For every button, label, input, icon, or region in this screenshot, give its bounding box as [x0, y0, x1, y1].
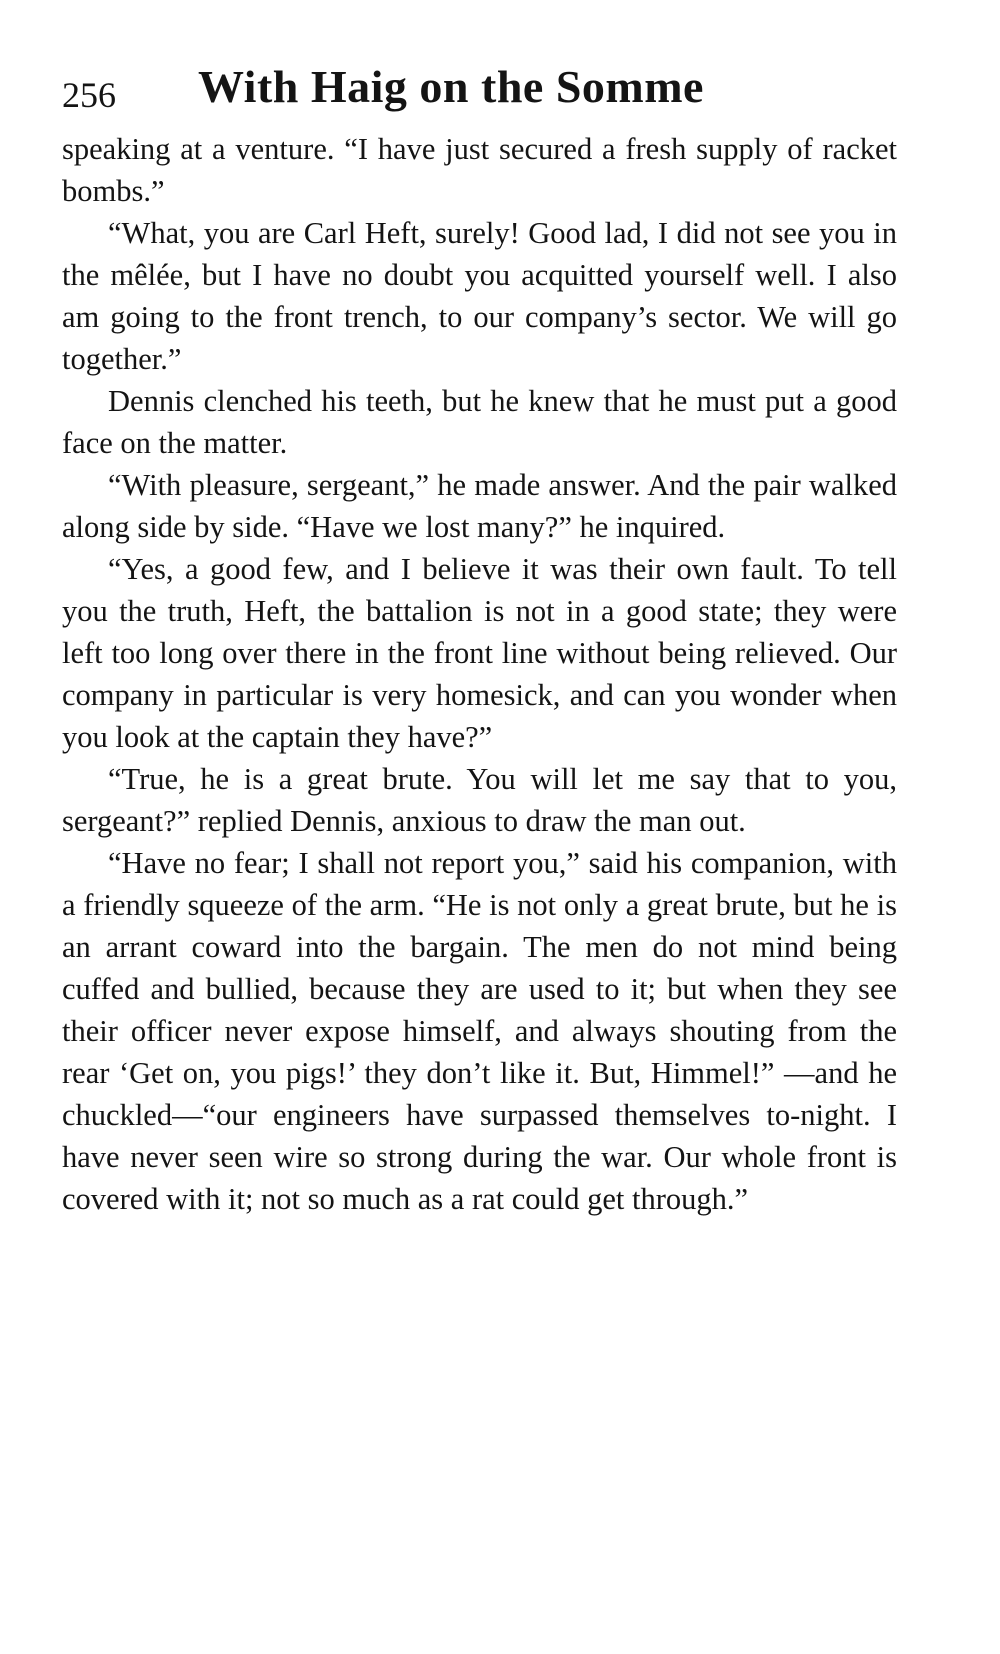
paragraph: “Have no fear; I shall not report you,” said his companion, with a friendly squeeze of the arm. “He is not only a great brute, but he is an arrant coward into the bargain. The men do not mind being cuffed and bullied, because they are used to it; but when they see their officer never expose himself, and always shouting from the rear ‘Get on, you pigs!’ they don’t like it. But, Himmel!” —and he chuckled—“our engineers have surpassed themselves to-night. I have never seen wire so strong during the war. Our whole front is covered with it; not so much as a rat could get through.”: [62, 846, 897, 1216]
paragraph: “With pleasure, sergeant,” he made answer. And the pair walked along side by side. “Have we lost many?” he inquired.: [62, 468, 897, 544]
body-text: [62, 128, 897, 1220]
running-title: With Haig on the Somme: [198, 61, 704, 112]
paragraph: “True, he is a great brute. You will let me say that to you, sergeant?” replied Dennis, anxious to draw the man out.: [62, 762, 897, 838]
paragraph: “What, you are Carl Heft, surely! Good lad, I did not see you in the mêlée, but I have no doubt you acquitted yourself well. I also am going to the front trench, to our company’s sector. We will go together.”: [62, 216, 897, 376]
page-header: [62, 60, 902, 120]
paragraph: speaking at a venture. “I have just secured a fresh supply of racket bombs.”: [62, 132, 897, 208]
page-number: 256: [62, 75, 116, 115]
paragraph: “Yes, a good few, and I believe it was their own fault. To tell you the truth, Heft, the battalion is not in a good state; they were left too long over there in the front line without being relieved. Our company in particular is very homesick, and can you wonder when you look at the captain they have?”: [62, 552, 897, 754]
paragraph: Dennis clenched his teeth, but he knew that he must put a good face on the matter.: [62, 384, 897, 460]
